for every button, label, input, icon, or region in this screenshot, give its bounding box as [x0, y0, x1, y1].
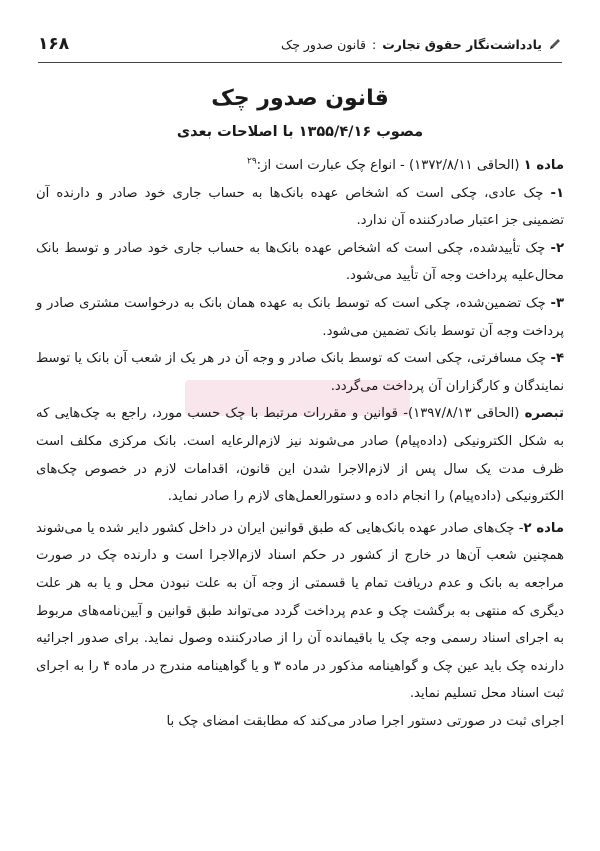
- article-2-label: ماده ۲: [523, 520, 564, 536]
- article-1: [36, 152, 564, 180]
- note-paragraph: [36, 400, 564, 510]
- header-separator: :: [372, 36, 377, 52]
- item-text: چک عادی، چکی است که اشخاص عهده بانک‌ها به حساب جاری خود صادر و دارنده آن تضمینی جز اعتبار صادرکننده آن ندارد.: [36, 185, 564, 229]
- item-text: چک تأییدشده، چکی است که اشخاص عهده بانک‌ها به حساب جاری خود صادر و توسط بانک محال‌علیه پرداخت وجه آن تأیید می‌شود.: [36, 240, 564, 284]
- item-number: ۳-: [550, 295, 564, 311]
- article-2: [36, 515, 564, 708]
- list-item: [36, 290, 564, 345]
- footnote-ref: ۲۹: [247, 156, 257, 167]
- item-number: ۲-: [550, 240, 564, 256]
- page-number: ۱۶۸: [38, 34, 70, 54]
- section-name: قانون صدور چک: [281, 36, 367, 52]
- running-head: [281, 37, 562, 52]
- last-paragraph: اجرای ثبت در صورتی دستور اجرا صادر می‌کند که مطابقت امضای چک با: [166, 713, 564, 729]
- note-label: تبصره: [524, 406, 564, 422]
- book-title: یادداشت‌نگار حقوق تجارت: [382, 36, 542, 52]
- list-item: [36, 345, 564, 400]
- item-number: ۱-: [550, 185, 564, 201]
- item-text: چک تضمین‌شده، چکی است که توسط بانک به عهده همان بانک به درخواست مشتری صادر و پرداخت وجه آن توسط بانک تضمین می‌شود.: [36, 295, 564, 339]
- item-text: چک مسافرتی، چکی است که توسط بانک صادر و وجه آن در هر یک از شعب آن بانک یا توسط نمایندگان و کارگزاران آن پرداخت می‌گردد.: [36, 351, 564, 394]
- article-1-text: (الحاقی ۱۳۷۲/۸/۱۱) - انواع چک عبارت است از:: [256, 158, 524, 173]
- article-2-text: - چک‌های صادر عهده بانک‌هایی که طبق قوانین ایران در داخل کشور دایر شده یا می‌شوند همچنین شعب آن‌ها در خارج از کشور در حکم اسناد لازم‌الاجرا است و دارنده چک در صورت مراجعه به بانک و عدم دریافت تمام یا قسمتی از وجه آن به علت نبودن محل و یا به هر علت دیگری که منتهی به برگشت چک و عدم پرداخت گردد می‌تواند طبق قوانین و آیین‌نامه‌های مربوط به اجرای اسناد رسمی وجه چک یا باقیمانده آن را از صادرکننده وصول نماید. برای صدور اجرائیه دارنده چک باید عین چک و گواهینامه مذکور در ماده ۳ و یا گواهینامه مندرج در ماده ۴ را به اجرای ثبت اسناد محل تسلیم نماید.: [36, 520, 564, 702]
- page-subtitle: مصوب ۱۳۵۵/۴/۱۶ با اصلاحات بعدی: [176, 124, 424, 140]
- article-1-label: ماده ۱: [523, 158, 564, 173]
- note-text: (الحاقی ۱۳۹۷/۸/۱۳)- قوانین و مقررات مرتبط با چک حسب مورد، راجع به چک‌هایی که به شکل الکترونیکی (داده‌پیام) صادر می‌شوند نیز لازم‌الرعایه است. بانک مرکزی مکلف است ظرف مدت یک سال پس از لازم‌الاجرا شدن این قانون، اقدامات لازم در خصوص چک‌های الکترونیکی (داده‌پیام) را انجام داده و دستورالعمل‌های لازم را صادر نماید.: [36, 406, 564, 505]
- document-body: [36, 152, 564, 735]
- list-item: [36, 180, 564, 235]
- pen-icon: [548, 37, 562, 51]
- page-title: قانون صدور چک: [211, 86, 389, 111]
- page-header: [38, 30, 562, 63]
- item-number: ۴-: [550, 351, 564, 367]
- list-item: [36, 235, 564, 290]
